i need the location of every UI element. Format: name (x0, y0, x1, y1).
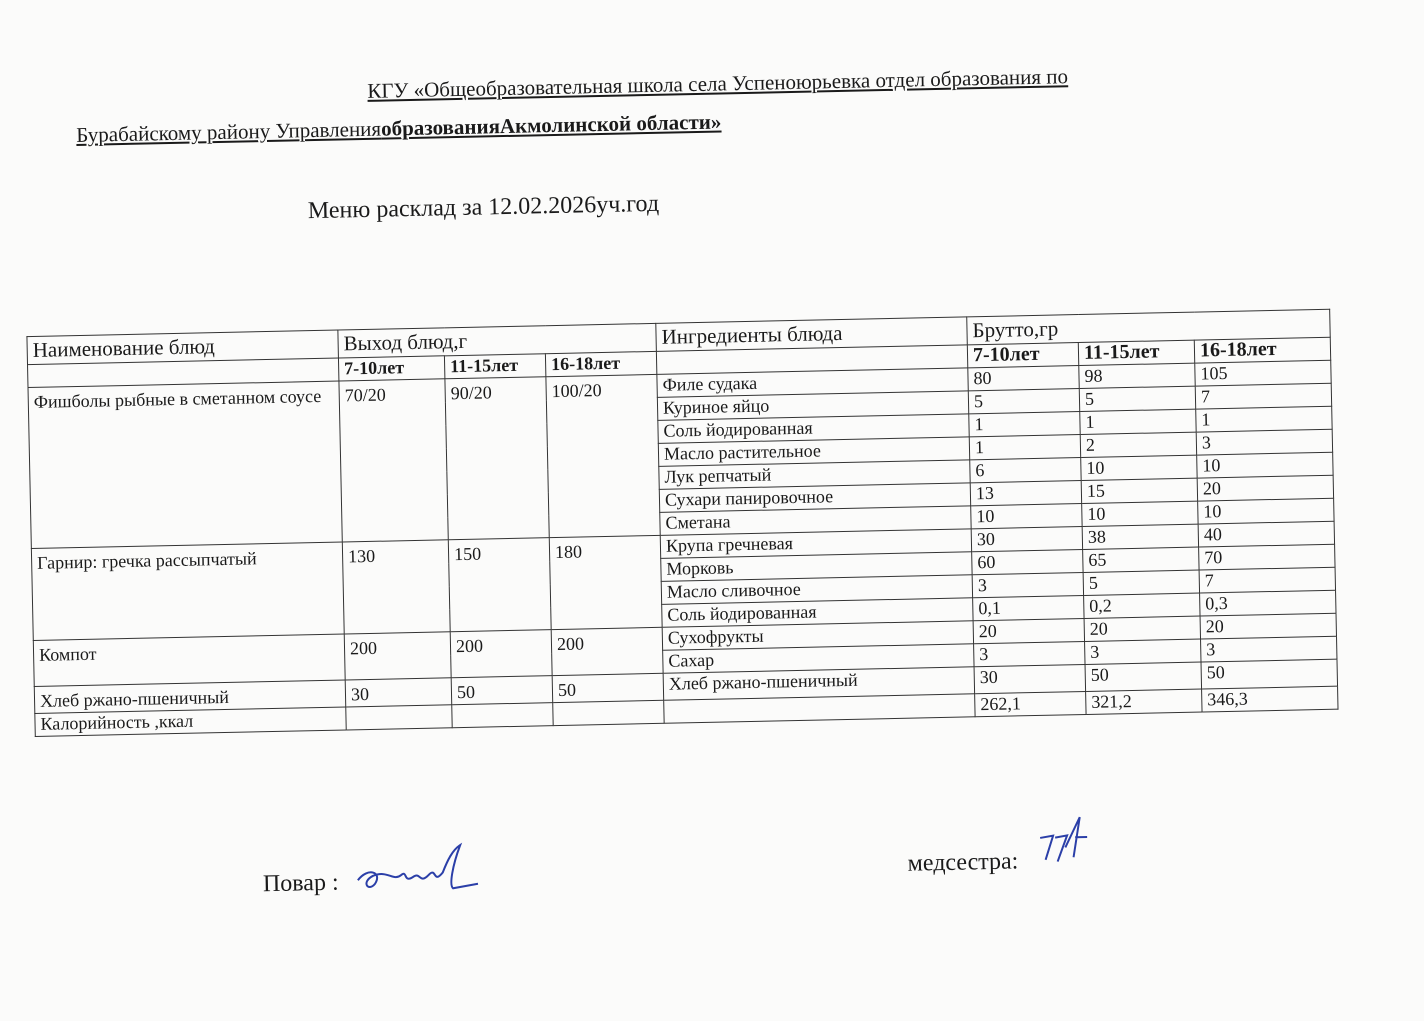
ingredient-brutto: 1 (969, 435, 1080, 460)
dish-name: Фишболы рыбные в сметанном соусе (28, 381, 342, 548)
calorie-label: Калорийность ,ккал (35, 707, 346, 737)
dish-output: 180 (549, 535, 662, 629)
ingredient-brutto: 30 (971, 527, 1082, 552)
ingredient-brutto: 20 (973, 618, 1084, 643)
ingredient-brutto: 7 (1195, 383, 1331, 409)
ingredient-brutto: 20 (1200, 613, 1336, 639)
ingredient-brutto: 10 (1081, 455, 1197, 480)
ingredient-brutto: 10 (1198, 498, 1334, 524)
calorie-value: 262,1 (975, 691, 1086, 716)
ingredient-brutto: 60 (972, 549, 1083, 574)
brutto-age: 16-18лет (1194, 337, 1330, 363)
ingredient-brutto: 10 (971, 504, 1082, 529)
ingredient-brutto: 0,3 (1200, 590, 1336, 616)
ingredient-brutto: 3 (972, 572, 1083, 597)
ingredient-name: Сахар (663, 644, 974, 674)
header-dish: Наименование блюд (27, 330, 339, 365)
ingredient-brutto: 80 (968, 366, 1079, 391)
header-ingredients: Ингредиенты блюда (656, 317, 968, 352)
header-output: Выход блюд,г (338, 323, 657, 358)
output-age: 16-18лет (545, 351, 656, 376)
ingredient-name: Соль йодированная (658, 414, 969, 444)
ingredient-name: Соль йодированная (662, 598, 973, 628)
ingredient-brutto: 5 (1079, 386, 1195, 411)
empty-cell (553, 700, 664, 725)
dish-output: 200 (344, 632, 451, 680)
ingredient-brutto: 1 (1196, 406, 1332, 432)
ingredient-name: Морковь (661, 552, 972, 582)
ingredient-name: Лук репчатый (659, 460, 970, 490)
ingredient-brutto: 7 (1199, 567, 1335, 593)
organization-line-2 (76, 109, 722, 148)
ingredient-brutto: 3 (1201, 636, 1337, 662)
ingredient-brutto: 2 (1080, 432, 1196, 457)
ingredient-brutto: 40 (1198, 521, 1334, 547)
ingredient-brutto: 1 (969, 412, 1080, 437)
ingredient-name: Хлеб ржано-пшеничный (663, 667, 974, 701)
org-line2-bold: образованияАкмолинской области» (380, 109, 722, 141)
brutto-age: 11-15лет (1078, 340, 1194, 365)
dish-output: 130 (342, 540, 450, 634)
cook-signature (352, 840, 483, 903)
ingredient-brutto: 10 (1082, 501, 1198, 526)
brutto-age: 7-10лет (967, 343, 1078, 368)
ingredient-brutto: 50 (1201, 659, 1338, 689)
ingredient-brutto: 105 (1195, 360, 1331, 386)
nurse-label: медсестра: (907, 848, 1019, 877)
ingredient-brutto: 10 (1197, 452, 1333, 478)
ingredient-name: Сухофрукты (662, 621, 973, 651)
ingredient-name: Крупа гречневая (660, 529, 971, 559)
dish-output: 200 (551, 627, 663, 675)
dish-output: 70/20 (339, 379, 448, 542)
dish-output: 200 (450, 630, 552, 678)
ingredient-name: Сухари панировочное (659, 483, 970, 513)
org-line2-regular: Бурабайскому району Управления (75, 116, 382, 147)
dish-name: Компот (33, 634, 345, 687)
dish-output: 100/20 (546, 374, 660, 537)
dish-output: 50 (552, 673, 664, 702)
ingredient-brutto: 3 (1085, 639, 1201, 664)
empty-cell (346, 705, 452, 730)
calorie-value: 321,2 (1086, 689, 1202, 714)
ingredient-name: Филе судака (657, 368, 968, 398)
ingredient-brutto: 6 (970, 458, 1081, 483)
ingredient-brutto: 13 (970, 481, 1081, 506)
ingredient-brutto: 20 (1084, 616, 1200, 641)
ingredient-brutto: 70 (1199, 544, 1335, 570)
ingredient-brutto: 15 (1081, 478, 1197, 503)
ingredient-brutto: 0,1 (973, 595, 1084, 620)
ingredient-name: Масло сливочное (661, 575, 972, 605)
dish-output: 50 (451, 676, 553, 705)
ingredient-brutto: 20 (1197, 475, 1333, 501)
calorie-value: 346,3 (1202, 686, 1338, 712)
ingredient-brutto: 3 (1196, 429, 1332, 455)
organization-line-1: КГУ «Общеобразовательная школа села Успеноюрьевка отдел образования по (367, 64, 1069, 103)
menu-table (26, 309, 1338, 737)
menu-title: Меню расклад за 12.02.2026уч.год (307, 190, 660, 225)
ingredient-brutto: 1 (1080, 409, 1196, 434)
dish-output: 30 (345, 678, 452, 707)
dish-output: 90/20 (445, 377, 549, 540)
ingredient-brutto: 30 (974, 664, 1086, 693)
ingredient-name: Куриное яйцо (657, 391, 968, 421)
cook-label: Повар : (262, 869, 339, 898)
nurse-signature (1035, 807, 1096, 868)
ingredient-brutto: 5 (968, 389, 1079, 414)
output-age: 11-15лет (444, 354, 545, 379)
ingredient-brutto: 3 (974, 641, 1085, 666)
ingredient-brutto: 65 (1083, 547, 1199, 572)
ingredient-name: Масло растительное (658, 437, 969, 467)
ingredient-brutto: 50 (1085, 662, 1202, 691)
empty-cell (452, 703, 553, 728)
output-age: 7-10лет (338, 356, 444, 381)
ingredient-name: Сметана (660, 506, 971, 536)
ingredient-brutto: 5 (1083, 570, 1199, 595)
ingredient-brutto: 38 (1082, 524, 1198, 549)
header-brutto: Брутто,гр (967, 309, 1331, 345)
dish-name: Гарнир: гречка рассыпчатый (31, 542, 344, 640)
dish-output: 150 (448, 538, 551, 632)
ingredient-brutto: 98 (1079, 363, 1195, 388)
ingredient-brutto: 0,2 (1084, 593, 1200, 618)
dish-name: Хлеб ржано-пшеничный (34, 680, 345, 714)
